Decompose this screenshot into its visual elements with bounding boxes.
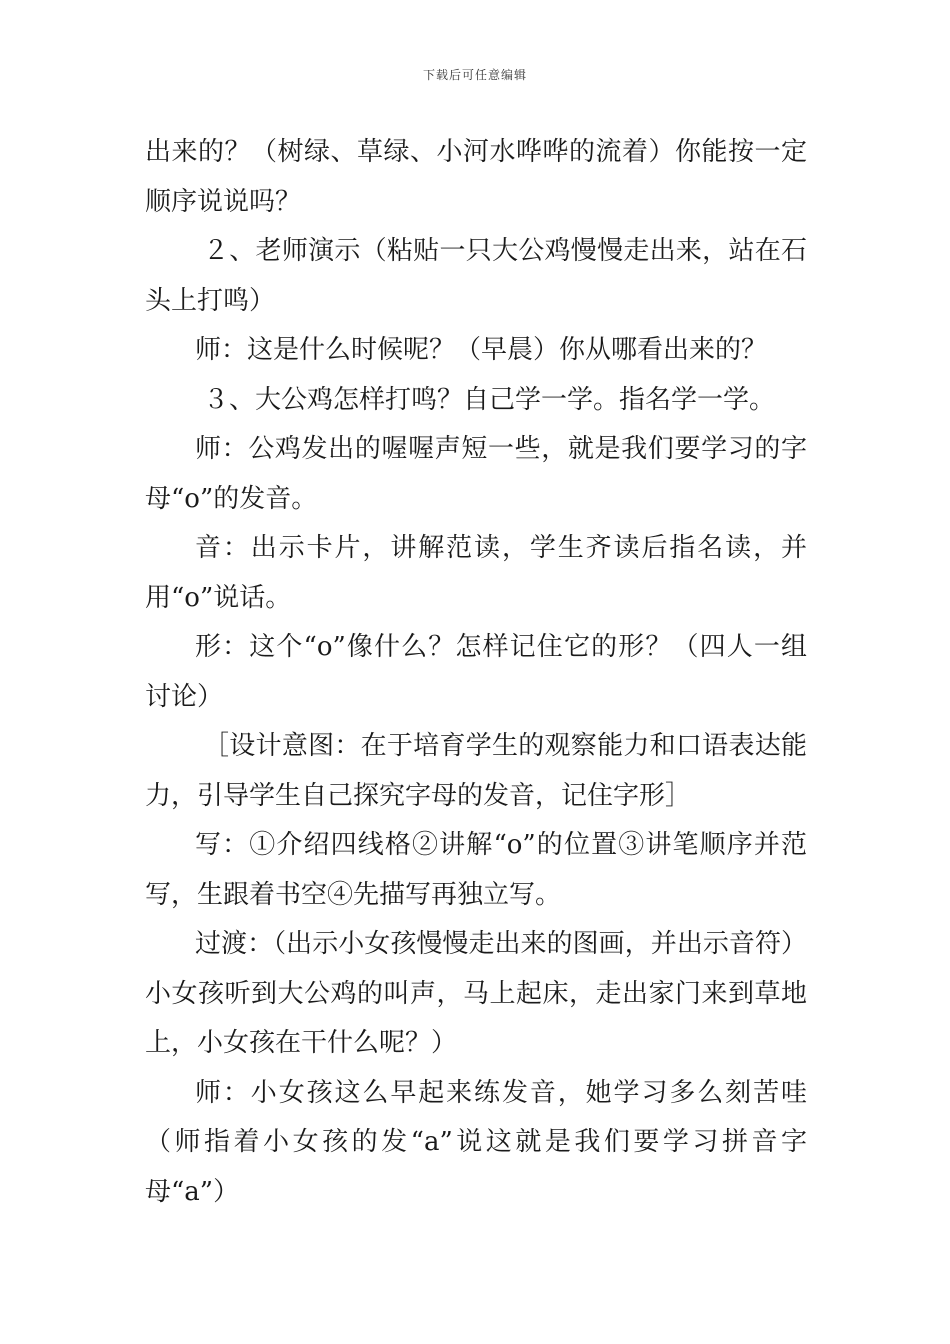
document-body <box>145 128 807 1217</box>
paragraph-design-intent: ［设计意图：在于培育学生的观察能力和口语表达能力，引导学生自己探究字母的发音，记住字形］ <box>145 731 807 811</box>
paragraph-step-2: ２、老师演示（粘贴一只大公鸡慢慢走出来，站在石头上打鸣） <box>145 236 807 316</box>
paragraph-writing: 写：①介绍四线格②讲解“o”的位置③讲笔顺序并范写，生跟着书空④先描写再独立写。 <box>145 830 807 910</box>
page-header: 下载后可任意编辑 <box>422 68 527 82</box>
paragraph-teacher-question: 师：这是什么时候呢？（早晨）你从哪看出来的？ <box>195 335 768 365</box>
paragraph-transition: 过渡：（出示小女孩慢慢走出来的图画，并出示音符）小女孩听到大公鸡的叫声，马上起床，走出家门来到草地上，小女孩在干什么呢？） <box>145 929 807 1058</box>
paragraph-sound: 音：出示卡片，讲解范读，学生齐读后指名读，并用“o”说话。 <box>145 533 807 613</box>
paragraph-continuation: 出来的？（树绿、草绿、小河水哗哗的流着）你能按一定顺序说说吗？ <box>145 137 807 217</box>
paragraph-teacher-o: 师：公鸡发出的喔喔声短一些，就是我们要学习的字母“o”的发音。 <box>145 434 807 514</box>
paragraph-step-3: ３、大公鸡怎样打鸣？自己学一学。指名学一学。 <box>203 384 776 415</box>
paragraph-teacher-a: 师：小女孩这么早起来练发音，她学习多么刻苦哇（师指着小女孩的发“a”说这就是我们要学习拼音字母“a”） <box>145 1077 807 1207</box>
paragraph-shape: 形：这个“o”像什么？怎样记住它的形？（四人一组讨论） <box>145 632 807 712</box>
